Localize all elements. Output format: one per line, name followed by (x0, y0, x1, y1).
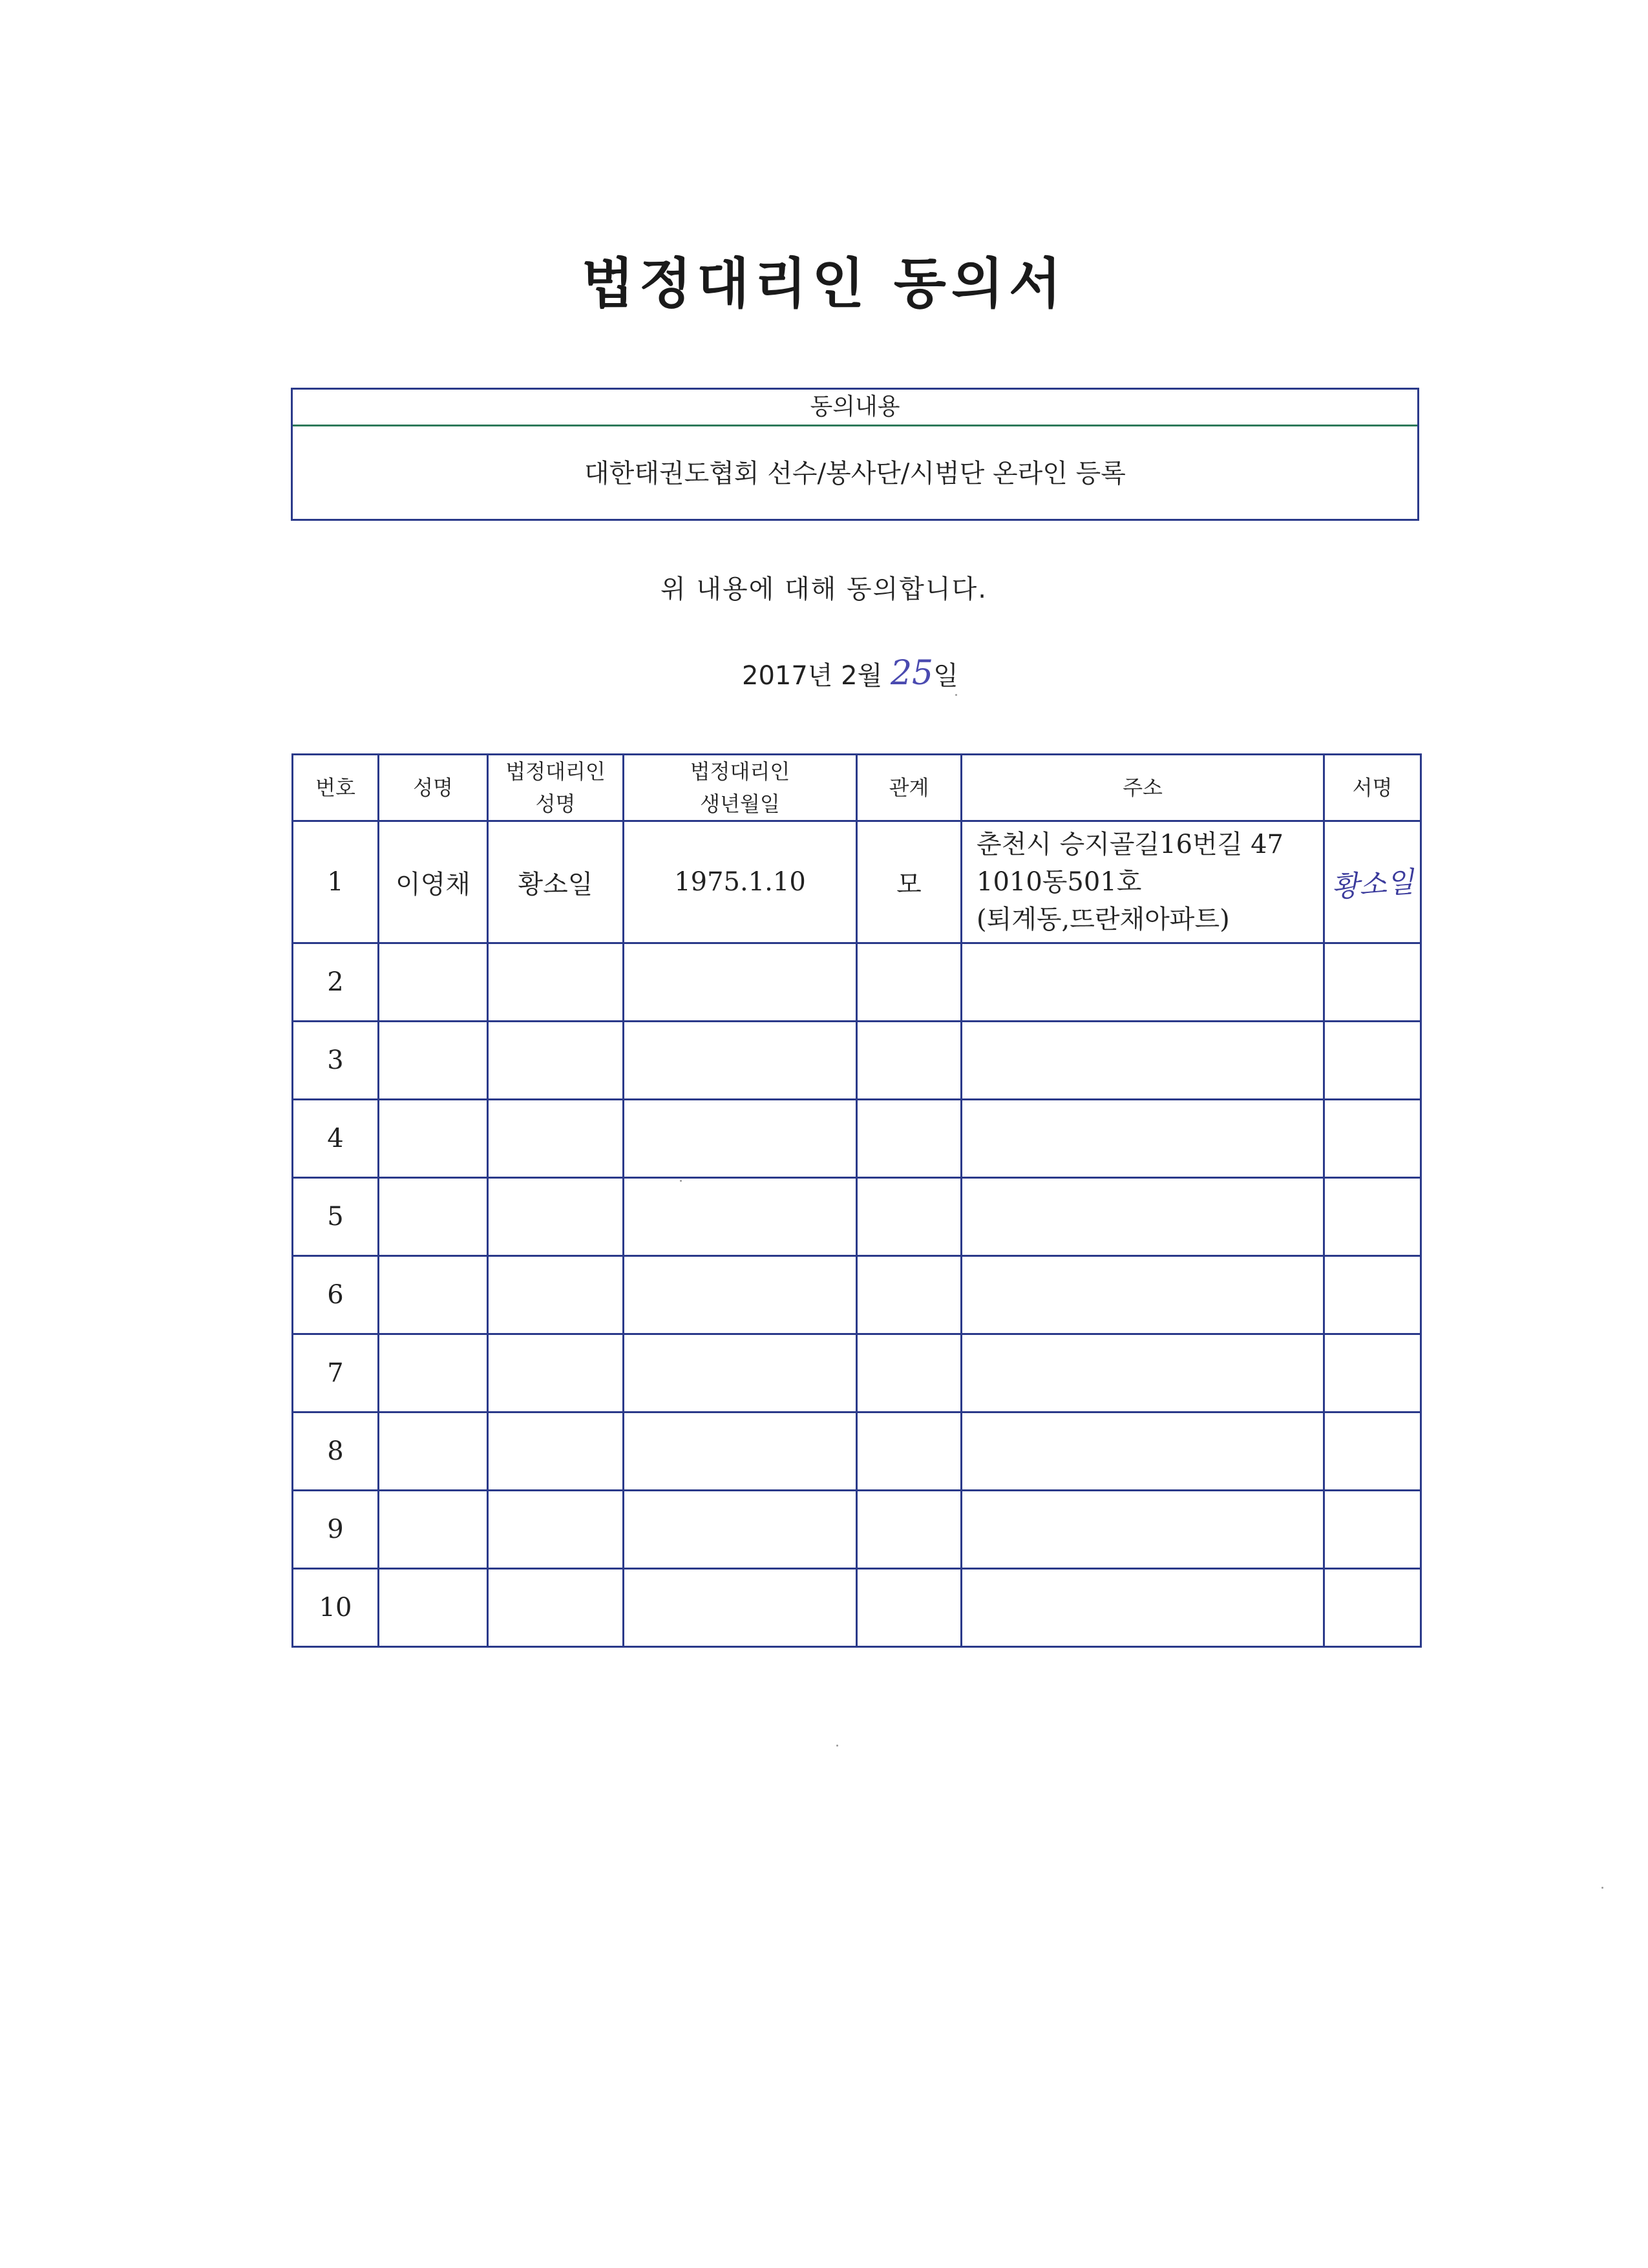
header-name: 성명 (379, 755, 488, 821)
cell-no: 7 (293, 1334, 379, 1412)
date-day-handwritten: 25 (890, 654, 934, 693)
table-row (293, 821, 1421, 943)
scan-speck (1601, 1887, 1603, 1889)
handwritten-signature: 황소일 (1330, 865, 1415, 905)
table-row (293, 1178, 1421, 1256)
cell-guardian-name: 황소일 (488, 821, 624, 943)
table-row (293, 1491, 1421, 1569)
cell-guardian-birth: 1975.1.10 (624, 821, 857, 943)
cell-name: 이영채 (379, 821, 488, 943)
cell-no: 8 (293, 1412, 379, 1491)
cell-no: 3 (293, 1022, 379, 1100)
header-signature: 서명 (1324, 755, 1421, 821)
header-relation: 관계 (857, 755, 962, 821)
registration-table (291, 753, 1422, 1648)
table-row (293, 1022, 1421, 1100)
date-prefix: 2017년 2월 (742, 661, 883, 691)
header-guardian-name: 법정대리인 성명 (488, 755, 624, 821)
cell-no: 1 (293, 821, 379, 943)
consent-header: 동의내용 (293, 390, 1417, 426)
table-row (293, 1412, 1421, 1491)
cell-address: 춘천시 승지골길16번길 47 1010동501호 (퇴계동,뜨란채아파트) (962, 821, 1324, 943)
header-no: 번호 (293, 755, 379, 821)
cell-no: 4 (293, 1100, 379, 1178)
cell-relation: 모 (857, 821, 962, 943)
table-header-row (293, 755, 1421, 821)
cell-no: 2 (293, 943, 379, 1022)
consent-box (291, 388, 1419, 521)
scan-speck (955, 694, 957, 696)
header-guardian-birth: 법정대리인 생년월일 (624, 755, 857, 821)
cell-no: 6 (293, 1256, 379, 1334)
document-title: 법정대리인 동의서 (581, 252, 1067, 315)
cell-no: 10 (293, 1569, 379, 1647)
scan-speck (836, 1745, 838, 1747)
cell-no: 9 (293, 1491, 379, 1569)
table-row (293, 1569, 1421, 1647)
consent-content: 대한태권도협회 선수/봉사단/시범단 온라인 등록 (584, 459, 1126, 488)
table-row (293, 943, 1421, 1022)
cell-signature (1324, 821, 1421, 943)
date-line (742, 654, 958, 693)
table-row (293, 1100, 1421, 1178)
header-address: 주소 (962, 755, 1324, 821)
table-row (293, 1256, 1421, 1334)
table-row (293, 1334, 1421, 1412)
date-suffix: 일 (933, 661, 958, 691)
scan-speck (680, 1180, 682, 1182)
agreement-statement: 위 내용에 대해 동의합니다. (660, 574, 988, 604)
cell-no: 5 (293, 1178, 379, 1256)
